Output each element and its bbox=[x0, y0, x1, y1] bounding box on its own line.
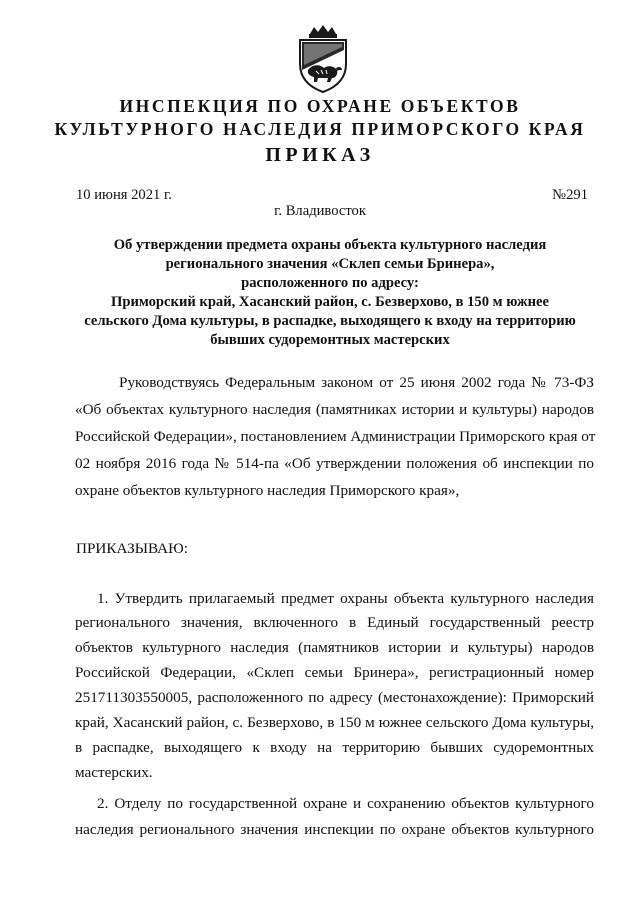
item1-line: край, Хасанский район, с. Безверхово, в 150 м южнее сельского Дома культуры, bbox=[75, 714, 594, 731]
coat-of-arms-icon bbox=[292, 24, 354, 94]
preamble-line: «Об объектах культурного наследия (памятниках истории и культуры) народов bbox=[75, 401, 594, 418]
item1-line: в распадке, выходящего к входу на территорию бывших судоремонтных bbox=[75, 739, 594, 756]
preamble-line: Руководствуясь Федеральным законом от 25 июня 2002 года № 73-ФЗ bbox=[119, 374, 594, 391]
order-date: 10 июня 2021 г. bbox=[76, 187, 172, 203]
subject-line: бывших судоремонтных мастерских bbox=[210, 332, 450, 348]
preamble-line: Российской Федерации», постановлением Администрации Приморского края от bbox=[75, 428, 596, 445]
document-type-title: ПРИКАЗ bbox=[265, 144, 375, 166]
order-number: №291 bbox=[552, 187, 588, 203]
subject-line: расположенного по адресу: bbox=[241, 275, 419, 291]
item1-line: регионального значения, включенного в Единый государственный реестр bbox=[75, 614, 594, 631]
item2-line: 2. Отделу по государственной охране и сохранению объектов культурного bbox=[97, 795, 594, 812]
subject-line: сельского Дома культуры, в распадке, выходящего к входу на территорию bbox=[84, 313, 576, 329]
item1-line: Российской Федерации, «Склеп семьи Бринера», регистрационный номер bbox=[75, 664, 594, 681]
preamble-line: охране объектов культурного наследия Приморского края», bbox=[75, 482, 460, 499]
preamble-line: 02 ноября 2016 года № 514-па «Об утверждении положения об инспекции по bbox=[75, 455, 594, 472]
order-word: ПРИКАЗЫВАЮ: bbox=[76, 540, 188, 557]
item1-line: объектов культурного наследия (памятников истории и культуры) народов bbox=[75, 639, 594, 656]
subject-line: регионального значения «Склеп семьи Бринера», bbox=[165, 256, 495, 272]
subject-line: Об утверждении предмета охраны объекта культурного наследия bbox=[113, 237, 547, 253]
item1-line: 1. Утвердить прилагаемый предмет охраны объекта культурного наследия bbox=[97, 590, 594, 607]
item1-line: 251711303550005, расположенного по адресу (местонахождение): Приморский bbox=[75, 689, 594, 706]
item1-line: мастерских. bbox=[75, 764, 153, 781]
organization-name-line2: КУЛЬТУРНОГО НАСЛЕДИЯ ПРИМОРСКОГО КРАЯ bbox=[54, 119, 586, 139]
subject-line: Приморский край, Хасанский район, с. Безверхово, в 150 м южнее bbox=[111, 294, 549, 310]
item2-line: наследия регионального значения инспекции по охране объектов культурного bbox=[75, 821, 594, 838]
order-city: г. Владивосток bbox=[274, 203, 366, 219]
organization-name-line1: ИНСПЕКЦИЯ ПО ОХРАНЕ ОБЪЕКТОВ bbox=[119, 96, 521, 116]
